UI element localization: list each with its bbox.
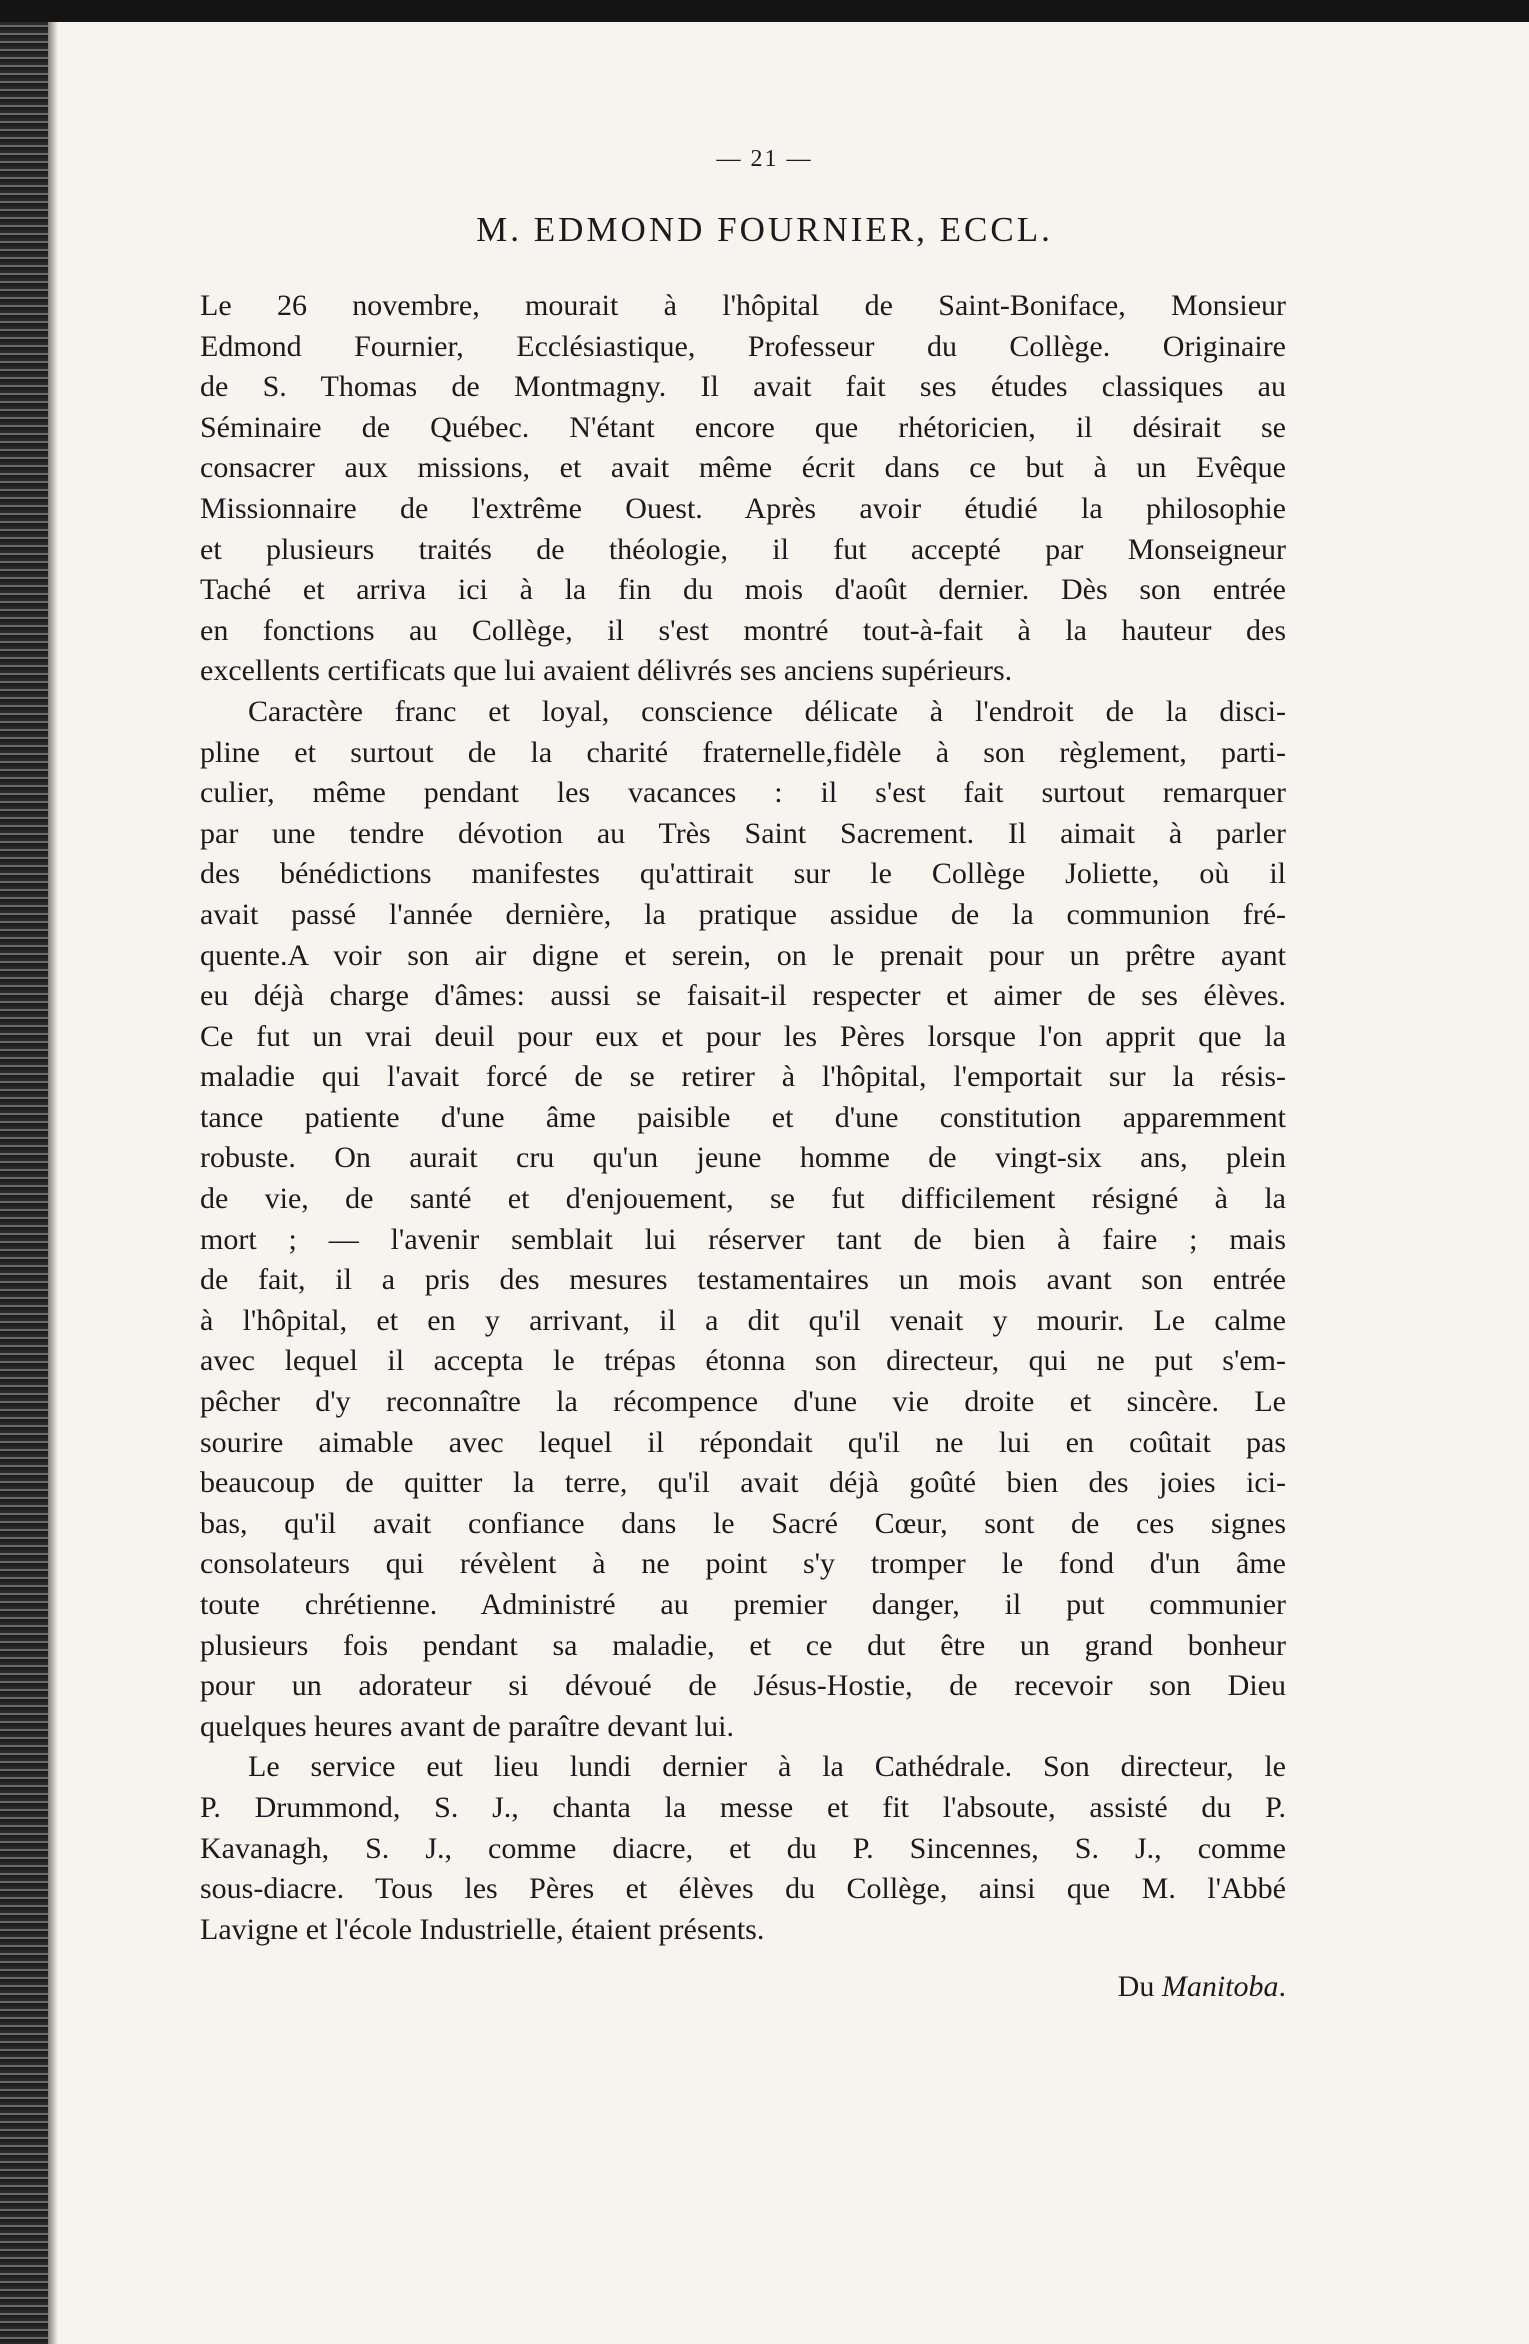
text-line: quelques heures avant de paraître devant lui.: [200, 1709, 734, 1743]
scan-binding-edge: [0, 22, 48, 2344]
text-line: beaucoup de quitter la terre, qu'il avait déjà goûté bien des joies ici-: [200, 1466, 1286, 1500]
text-line: sous-diacre. Tous les Pères et élèves du Collège, ainsi que M. l'Abbé: [200, 1872, 1286, 1906]
text-line: Le service eut lieu lundi dernier à la Cathédrale. Son directeur, le: [248, 1750, 1286, 1784]
text-line: pêcher d'y reconnaître la récompence d'une vie droite et sincère. Le: [200, 1385, 1286, 1419]
text-line: Caractère franc et loyal, conscience délicate à l'endroit de la disci-: [248, 694, 1286, 728]
text-line: robuste. On aurait cru qu'un jeune homme de vingt-six ans, plein: [200, 1141, 1286, 1175]
text-line: bas, qu'il avait confiance dans le Sacré Cœur, sont de ces signes: [200, 1506, 1286, 1540]
text-line: maladie qui l'avait forcé de se retirer à l'hôpital, l'emportait sur la résis-: [200, 1060, 1286, 1094]
text-line: Edmond Fournier, Ecclésiastique, Professeur du Collège. Originaire: [200, 329, 1286, 363]
text-line: mort ; — l'avenir semblait lui réserver tant de bien à faire ; mais: [200, 1222, 1286, 1256]
text-line: Ce fut un vrai deuil pour eux et pour les Pères lorsque l'on apprit que la: [200, 1019, 1286, 1053]
text-line: consolateurs qui révèlent à ne point s'y tromper le fond d'un âme: [200, 1547, 1286, 1581]
text-line: plusieurs fois pendant sa maladie, et ce dut être un grand bonheur: [200, 1628, 1286, 1662]
source-suffix: .: [1278, 1970, 1286, 2003]
text-line: Taché et arriva ici à la fin du mois d'août dernier. Dès son entrée: [200, 573, 1286, 607]
text-line: eu déjà charge d'âmes: aussi se faisait-il respecter et aimer de ses élèves.: [200, 979, 1286, 1013]
text-line: excellents certificats que lui avaient délivrés ses anciens supérieurs.: [200, 654, 1013, 688]
text-line: pline et surtout de la charité fraternelle,fidèle à son règlement, parti-: [200, 735, 1286, 769]
text-line: à l'hôpital, et en y arrivant, il a dit qu'il venait y mourir. Le calme: [200, 1303, 1286, 1337]
text-line: Kavanagh, S. J., comme diacre, et du P. Sincennes, S. J., comme: [200, 1831, 1286, 1865]
text-line: Lavigne et l'école Industrielle, étaient présents.: [200, 1912, 765, 1946]
text-line: de fait, il a pris des mesures testamentaires un mois avant son entrée: [200, 1263, 1286, 1297]
text-line: par une tendre dévotion au Très Saint Sacrement. Il aimait à parler: [200, 816, 1286, 850]
text-line: P. Drummond, S. J., chanta la messe et fit l'absoute, assisté du P.: [200, 1790, 1286, 1824]
text-line: tance patiente d'une âme paisible et d'une constitution apparemment: [200, 1100, 1286, 1134]
source-attribution: [1050, 1970, 1286, 2004]
text-line: quente.A voir son air digne et serein, on le prenait pour un prêtre ayant: [200, 938, 1286, 972]
text-line: pour un adorateur si dévoué de Jésus-Hostie, de recevoir son Dieu: [200, 1669, 1286, 1703]
text-line: Séminaire de Québec. N'étant encore que rhétoricien, il désirait se: [200, 410, 1286, 444]
article-title: M. EDMOND FOURNIER, ECCL.: [476, 210, 1053, 249]
source-name: Manitoba: [1161, 1970, 1279, 2003]
text-line: avait passé l'année dernière, la pratique assidue de la communion fré-: [200, 897, 1286, 931]
source-prefix: Du: [1117, 1970, 1162, 2003]
page-number: — 21 —: [716, 146, 813, 172]
text-line: consacrer aux missions, et avait même écrit dans ce but à un Evêque: [200, 451, 1286, 485]
text-line: Missionnaire de l'extrême Ouest. Après avoir étudié la philosophie: [200, 491, 1286, 525]
text-line: toute chrétienne. Administré au premier danger, il put communier: [200, 1588, 1286, 1621]
scan-top-border: [0, 0, 1529, 22]
text-line: sourire aimable avec lequel il répondait qu'il ne lui en coûtait pas: [200, 1425, 1286, 1459]
text-line: en fonctions au Collège, il s'est montré tout-à-fait à la hauteur des: [200, 613, 1286, 647]
text-line: de S. Thomas de Montmagny. Il avait fait ses études classiques au: [200, 370, 1286, 404]
text-line: avec lequel il accepta le trépas étonna son directeur, qui ne put s'em-: [200, 1344, 1286, 1378]
text-line: Le 26 novembre, mourait à l'hôpital de Saint-Boniface, Monsieur: [200, 289, 1286, 322]
text-line: culier, même pendant les vacances : il s'est fait surtout remarquer: [200, 776, 1286, 810]
text-line: des bénédictions manifestes qu'attirait sur le Collège Joliette, où il: [200, 857, 1286, 891]
text-line: et plusieurs traités de théologie, il fut accepté par Monseigneur: [200, 532, 1286, 566]
text-line: de vie, de santé et d'enjouement, se fut difficilement résigné à la: [200, 1182, 1286, 1216]
article-body: [200, 286, 1286, 1950]
